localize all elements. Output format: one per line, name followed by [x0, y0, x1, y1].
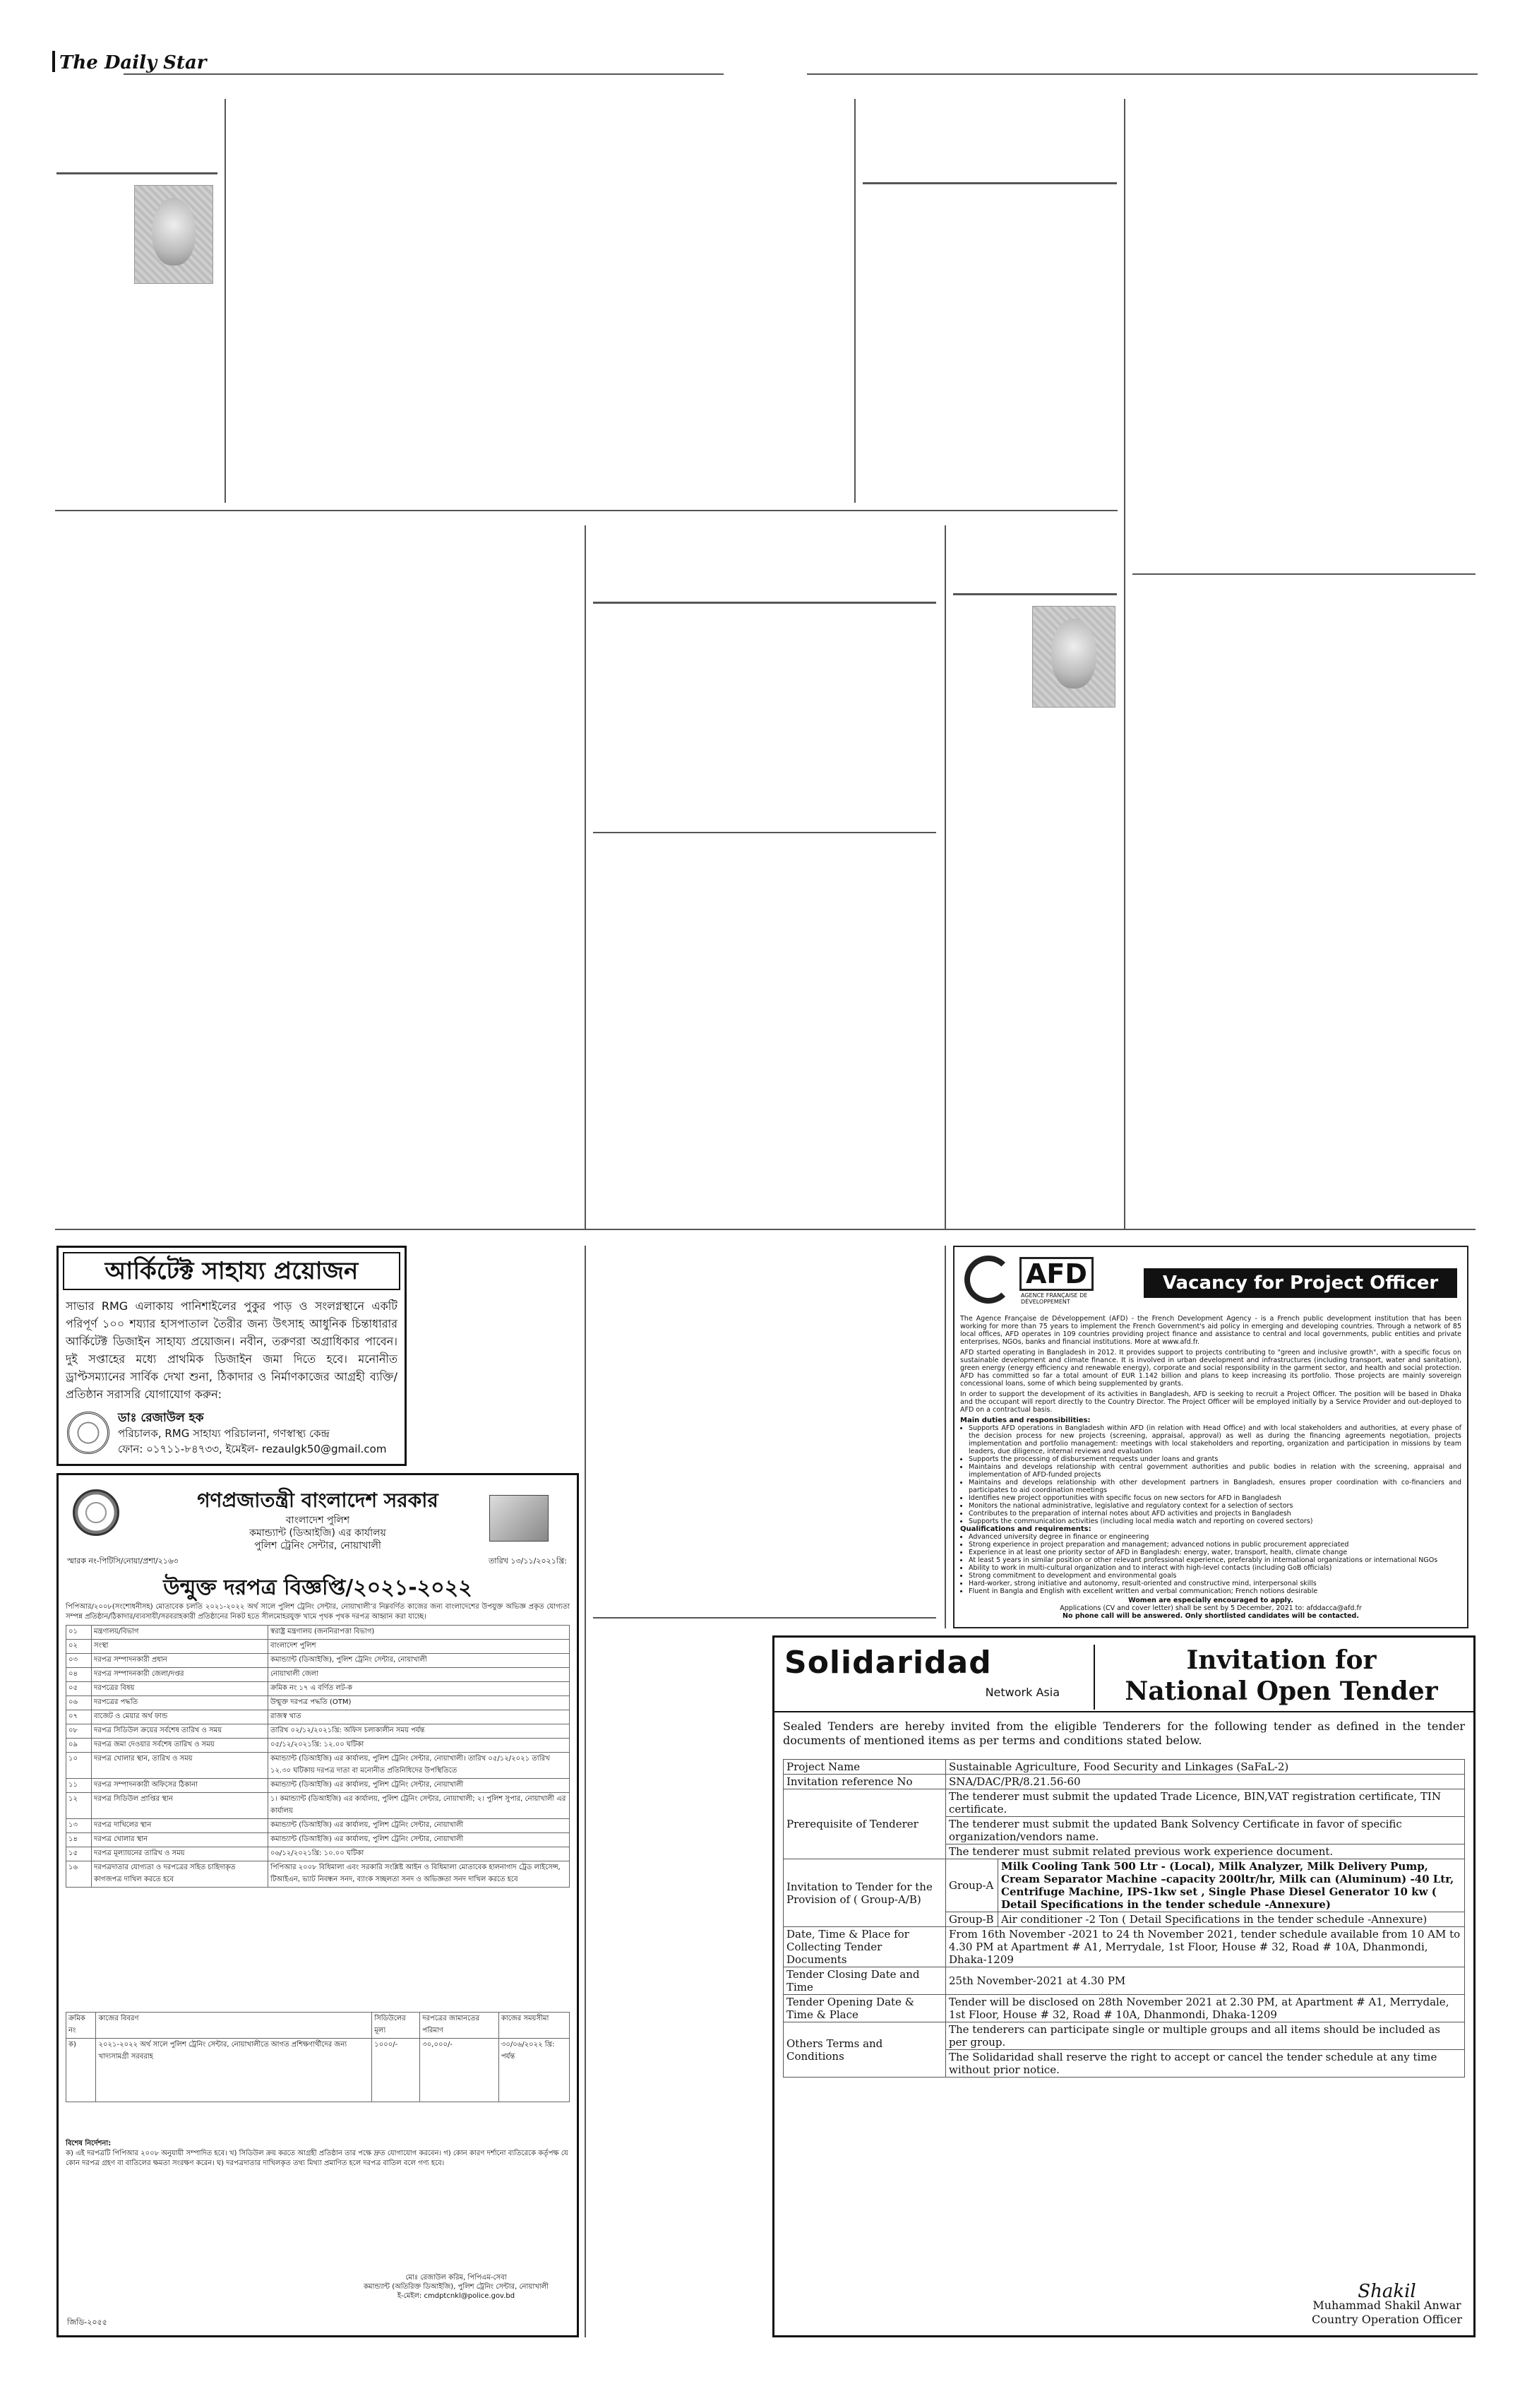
group-b-label: Group-B	[946, 1912, 998, 1927]
section-rule	[953, 593, 1117, 595]
solidaridad-tender-ad	[772, 1635, 1476, 2337]
closing-value: 25th November-2021 at 4.30 PM	[946, 1967, 1465, 1995]
lot-cell: ১০০০/-	[372, 2039, 420, 2102]
police-tender-notice	[56, 1473, 579, 2337]
tender-cell: ১২	[66, 1793, 92, 1819]
collect-label: Date, Time & Place for Collecting Tender Documents	[784, 1927, 946, 1967]
section-rule	[55, 510, 1118, 511]
section-rule	[1132, 573, 1476, 575]
notice-intro: পিপিআর/২০০৮(সংশোধনীসহ) মোতাবেক চলতি ২০২১-২০২২ অর্থ সালে পুলিশ ট্রেনিং সেন্টার, নোয়াখালী’র নিম্নবর্ণিত কাজের জন্য বাংলাদেশের উপযুক্ত অভিজ্ঞ প্রকৃত যোগ্যতা সম্পন্ন প্রতিষ্ঠান/ঠিকাদার/ব্যবসায়ী/সরবরাহকারী প্রতিষ্ঠানের নিকট হতে সীলমোহরযুক্ত খামে পৃথক পৃথক দরপত্র আহ্বান করা যাচ্ছে।	[66, 1603, 570, 1621]
tender-cell: ০৮	[66, 1724, 92, 1739]
afd-paragraph: The Agence Française de Développement (AFD) - the French Development Agency - is a French public development institution that has been working for more than 75 years to implement the French Government's aid policy in emerging and developing countries. Through a network of 85 local offices, AFD operates in 109 countries providing project finance and assistance to central and local governments, public entities and private enterprises, NGOs, banks and financial institutions. More at www.afd.fr.	[960, 1315, 1461, 1346]
section-rule	[593, 1617, 936, 1619]
column-rule	[945, 525, 946, 1229]
org-line: পুলিশ ট্রেনিং সেন্টার, নোয়াখালী	[254, 1540, 381, 1551]
tender-row	[66, 1668, 570, 1682]
tender-cell: ০৩	[66, 1654, 92, 1668]
tender-cell: তারিখ ০২/১২/২০২১খ্রি: অফিস চলাকালীন সময় পর্যন্ত	[268, 1724, 570, 1739]
tender-cell: কমান্ড্যান্ট (ডিআইজি) এর কার্যালয়, পুলিশ ট্রেনিং সেন্টার, নোয়াখালী	[268, 1819, 570, 1833]
tender-row	[66, 1861, 570, 1888]
column-rule	[854, 99, 856, 503]
tender-cell: দরপত্র খোলার স্থান	[92, 1833, 268, 1847]
tender-cell: ১০	[66, 1753, 92, 1779]
duty-item: • Maintains and develops relationship with other development partners in Bangladesh, ensures proper coordination with co-financiers and participates to aid coordination meetings	[969, 1479, 1461, 1494]
qualification-item: • Fluent in Bangla and English with excellent written and verbal communication; French notions desirable	[969, 1587, 1461, 1595]
section-rule	[593, 602, 936, 604]
tender-heading-line: National Open Tender	[1125, 1676, 1438, 1706]
prereq-cell	[946, 1789, 1465, 1859]
lot-header-cell: কাজের সময়সীমা	[498, 2013, 569, 2039]
no-call-note: No phone call will be answered. Only shortlisted candidates will be contacted.	[1063, 1612, 1359, 1620]
columnist-photo	[134, 185, 213, 284]
duty-item: • Supports AFD operations in Bangladesh within AFD (in relation with Head Office) and with local stakeholders and authorities, at every phase of the decision process for new projects (screening, appraisal, approval) as well as during the financing agreements negotiation, projects implementation and portfolio management: meetings with local stakeholders and reporting, organization and participation in missions by team leaders, due diligence, internal reviews and evaluation	[969, 1424, 1461, 1455]
government-title: গণপ্রজাতন্ত্রী বাংলাদেশ সরকার	[197, 1489, 438, 1512]
quals-title: Qualifications and requirements:	[960, 1525, 1091, 1533]
signer-role: Country Operation Officer	[1312, 2313, 1462, 2326]
tender-cell: বাংলাদেশ পুলিশ	[268, 1640, 570, 1654]
tender-cell: ০৭	[66, 1710, 92, 1724]
section-rule	[55, 1229, 1476, 1230]
section-rule	[593, 832, 936, 833]
columnist-photo	[1032, 606, 1115, 708]
tender-table	[783, 1759, 1465, 2078]
tender-cell: রাজস্ব খাত	[268, 1710, 570, 1724]
afd-text	[960, 1315, 1461, 1620]
tender-cell: বাজেট ও মেয়ার অর্থ ফান্ড	[92, 1710, 268, 1724]
signer-email[interactable]: ই-মেইল: cmdptcnkl@police.gov.bd	[397, 2292, 515, 2300]
others-label: Others Terms and Conditions	[784, 2022, 946, 2078]
signer-name: Muhammad Shakil Anwar	[1312, 2299, 1461, 2312]
tender-cell: ১৪	[66, 1833, 92, 1847]
tender-cell: ০২	[66, 1640, 92, 1654]
prereq-item: The tenderer must submit the updated Trade Licence, BIN,VAT registration certificate, TIN certificate.	[946, 1789, 1464, 1817]
notes-title: বিশেষ নির্দেশনা:	[66, 2140, 112, 2147]
tender-cell: দরপত্রের বিষয়	[92, 1682, 268, 1696]
tender-cell: মন্ত্রণালয়/বিভাগ	[92, 1626, 268, 1640]
signature-block	[364, 2273, 549, 2301]
column-rule	[585, 1246, 586, 2337]
tender-cell: স্বরাষ্ট্র মন্ত্রণালয় (জননিরাপত্তা বিভাগ)	[268, 1626, 570, 1640]
tender-row	[66, 1779, 570, 1793]
contact-phone: ফোন: ০১৭১১-৮৪৭৩৩, ইমেইল- rezaulgk50@gmail.com	[118, 1443, 387, 1455]
tender-cell: পিপিআর ২০০৮ বিধিমালা এবং সরকারি সংশ্লিষ্ট আইন ও বিধিমালা মোতাবেক হালনাগাদ ট্রেড লাইসেন্স, টিআইএন, ভ্যাট নিবন্ধন সনদ, ব্যাংক সচ্ছলতা সনদ ও অভিজ্ঞতা সনদ দাখিল করতে হবে	[268, 1861, 570, 1888]
group-b-items: Air conditioner -2 Ton ( Detail Specifications in the tender schedule -Annexure)	[998, 1912, 1465, 1927]
tender-cell: ক্রমিক নং ১৭ এ বর্ণিত লট-ক	[268, 1682, 570, 1696]
afd-ring-icon	[964, 1256, 1012, 1304]
tender-row	[66, 1626, 570, 1640]
tender-cell: দরপত্র জমা দেওয়ার সর্বশেষ তারিখ ও সময়	[92, 1739, 268, 1753]
notice-date: তারিখ ১৩/১১/২০২১খ্রি:	[489, 1556, 567, 1566]
tender-cell: ০৫/১২/২০২১খ্রি: ১২.০০ ঘটিকা	[268, 1739, 570, 1753]
duties-list	[960, 1424, 1461, 1525]
tender-row	[66, 1753, 570, 1779]
tender-row	[66, 1847, 570, 1861]
tender-cell: ০৫	[66, 1682, 92, 1696]
tender-cell: নোয়াখালী জেলা	[268, 1668, 570, 1682]
tender-row	[66, 1793, 570, 1819]
lot-cell: ২০২১-২০২২ অর্থ সালে পুলিশ ট্রেনিং সেন্টার, নোয়াখালীতে আগত প্রশিক্ষণার্থীদের জন্য খাদ্যসামগ্রী সরবরাহ	[96, 2039, 372, 2102]
tender-cell: দরপত্র দাখিলের স্থান	[92, 1819, 268, 1833]
group-a-label: Group-A	[946, 1859, 998, 1912]
afd-brand: AFD	[1019, 1257, 1094, 1291]
column-rule	[225, 99, 226, 503]
architect-ad	[56, 1246, 407, 1466]
tender-row	[66, 1640, 570, 1654]
tender-cell: ১১	[66, 1779, 92, 1793]
duty-item: • Identifies new project opportunities with specific focus on new sectors for AFD in Bangladesh	[969, 1494, 1461, 1502]
tender-cell: দরপত্রদাতার যোগ্যতা ও দরপত্রের সহিত চাহিদাকৃত কাগজপত্র দাখিল করতে হবে	[92, 1861, 268, 1888]
closing-label: Tender Closing Date and Time	[784, 1967, 946, 1995]
signer-role: কমান্ড্যান্ট (অতিরিক্ত ডিআইজি), পুলিশ ট্রেনিং সেন্টার, নোয়াখালী	[363, 2283, 549, 2291]
tender-cell: ১। কমান্ড্যান্ট (ডিআইজি) এর কার্যালয়, পুলিশ ট্রেনিং সেন্টার, নোয়াখালী; ২। পুলিশ সুপার, নোয়াখালী এর কার্যালয়	[268, 1793, 570, 1819]
tender-cell: কমান্ড্যান্ট (ডিআইজি) এর কার্যালয়, পুলিশ ট্রেনিং সেন্টার, নোয়াখালী	[268, 1833, 570, 1847]
solidaridad-brand: Solidaridad	[784, 1645, 992, 1681]
section-rule	[56, 172, 217, 174]
signature-scribble: Shakil	[1358, 2281, 1416, 2302]
duty-item: • Supports the communication activities (including local media watch and reporting on covered sectors)	[969, 1518, 1461, 1525]
tender-cell: ০৬	[66, 1696, 92, 1710]
qualification-item: • At least 5 years in similar position or other relevant professional experience, preferably in international organizations or international NGOs	[969, 1556, 1461, 1564]
tender-cell: ১৫	[66, 1847, 92, 1861]
qualification-item: • Advanced university degree in finance or engineering	[969, 1533, 1461, 1541]
tender-row	[66, 1654, 570, 1668]
lot-header-cell: দরপত্রের জামানতের পরিমাণ	[420, 2013, 499, 2039]
top-rule-left	[124, 73, 724, 75]
tender-row	[66, 1739, 570, 1753]
architect-ad-title: আর্কিটেক্ট সাহায্য প্রয়োজন	[63, 1252, 400, 1290]
others-item: The Solidaridad shall reserve the right to accept or cancel the tender schedule at any time without prior notice.	[949, 2051, 1437, 2076]
tender-cell: দরপত্র খোলার স্থান, তারিখ ও সময়	[92, 1753, 268, 1779]
tender-cell: দরপত্র মূল্যায়নের তারিখ ও সময়	[92, 1847, 268, 1861]
tender-row	[66, 1833, 570, 1847]
others-item: The tenderers can participate single or multiple groups and all items should be included as per group.	[946, 2022, 1464, 2050]
vacancy-heading: Vacancy for Project Officer	[1144, 1268, 1457, 1298]
tender-cell: দরপত্র সিডিউল প্রাপ্তির স্থান	[92, 1793, 268, 1819]
provision-label: Invitation to Tender for the Provision of ( Group-A/B)	[784, 1859, 946, 1927]
afd-paragraph: In order to support the development of its activities in Bangladesh, AFD is seeking to recruit a Project Officer. The position will be based in Dhaka and the occupant will report directly to the Country Director. The Project Officer will be employed initially by a Service Provider and out-deployed to AFD on a contractual basis.	[960, 1390, 1461, 1414]
duties-title: Main duties and responsibilities:	[960, 1417, 1091, 1424]
group-a-items: Milk Cooling Tank 500 Ltr - (Local), Milk Analyzer, Milk Delivery Pump, Cream Separator Machine –capacity 200ltr/hr, Milk can (Aluminum) -40 Ltr, Centrifuge Machine, IPS-1kw set , Single Phase Diesel Generator 10 kw ( Detail Specifications in the tender schedule -Annexure)	[998, 1859, 1465, 1912]
tender-row	[66, 1819, 570, 1833]
tender-cell: ০৬/১২/২০২১খ্রি: ১০.০০ ঘটিকা	[268, 1847, 570, 1861]
afd-vacancy-ad	[953, 1246, 1468, 1628]
lot-cell: ক)	[66, 2039, 96, 2102]
project-name-label: Project Name	[784, 1760, 946, 1775]
tender-cell: কমান্ড্যান্ট (ডিআইজি) এর কার্যালয়, পুলিশ ট্রেনিং সেন্টার, নোয়াখালী	[268, 1779, 570, 1793]
qualification-item: • Strong commitment to development and environmental goals	[969, 1572, 1461, 1580]
tender-cell: ০৯	[66, 1739, 92, 1753]
quals-list	[960, 1533, 1461, 1595]
collect-value: From 16th November -2021 to 24 th November 2021, tender schedule available from 10 AM to 4.30 PM at Apartment # A1, Merrydale, 1st Floor, House # 32, Road # 10A, Dhanmondi, Dhaka-1209	[946, 1927, 1465, 1967]
memo-number: স্মারক নং-পিটিসি/নোয়া/প্রশা/২১৬৩	[67, 1556, 179, 1566]
lot-header-cell: কাজের বিবরণ	[96, 2013, 372, 2039]
tender-row	[66, 1724, 570, 1739]
solidaridad-logo	[784, 1645, 1074, 1708]
opening-value: Tender will be disclosed on 28th November 2021 at 2.30 PM, at Apartment # A1, Merrydale, 1st Floor, House # 32, Road # 10A, Dhanmondi, Dhaka-1209	[946, 1995, 1465, 2022]
afd-paragraph: AFD started operating in Bangladesh in 2012. It provides support to projects contributing to "green and inclusive growth", with a specific focus on sustainable development and climate finance. It is involved in urban development and infrastructures (including transport, water and sanitation), green energy (energy efficiency and renewable energy), corporate and social responsibility in the garment sector, and health and social protection. AFD has committed so far a total amount of EUR 1.142 billion and plans to keep increasing its portfolio. Those projects are mainly sovereign concessional loans, some of which being supplemented by grants.	[960, 1349, 1461, 1388]
tender-cell: দরপত্রের পদ্ধতি	[92, 1696, 268, 1710]
tender-row	[66, 1696, 570, 1710]
tender-cell: ১৩	[66, 1819, 92, 1833]
apply-note: Applications (CV and cover letter) shall be sent by 5 December, 2021 to: afddacca@afd.fr	[1060, 1604, 1362, 1612]
tender-intro: Sealed Tenders are hereby invited from the eligible Tenderers for the following tender as defined in the tender documents of mentioned items as per terms and conditions stated below.	[783, 1719, 1465, 1747]
ref-label: Invitation reference No	[784, 1775, 946, 1789]
qualification-item: • Hard-worker, strong initiative and autonomy, result-oriented and constructive mind, interpersonal skills	[969, 1580, 1461, 1587]
architect-ad-contact	[118, 1410, 386, 1457]
tender-row	[66, 1710, 570, 1724]
solidaridad-signature	[1312, 2281, 1462, 2327]
ref-value: SNA/DAC/PR/8.21.56-60	[946, 1775, 1465, 1789]
lot-header-cell: সিডিউলের মূল্য	[372, 2013, 420, 2039]
column-rule	[585, 525, 586, 1229]
section-rule	[863, 182, 1117, 184]
lot-cell: ৩০,০০০/-	[420, 2039, 499, 2102]
tender-cell: কমান্ড্যান্ট (ডিআইজি) এর কার্যালয়, পুলিশ ট্রেনিং সেন্টার, নোয়াখালী। তারিখ ০৫/১২/২০২১ তারিখ ১২.৩০ ঘটিকায় দরপত্র দাতা বা মনোনীত প্রতিনিধিদের উপস্থিতিতে	[268, 1753, 570, 1779]
masthead-logo: The Daily Star	[59, 52, 207, 73]
tender-cell: দরপত্র সম্পাদনকারী প্রধান	[92, 1654, 268, 1668]
tender-cell: উন্মুক্ত দরপত্র পদ্ধতি (OTM)	[268, 1696, 570, 1710]
architect-ad-body: সাভার RMG এলাকায় পানিশাইলের পুকুর পাড় ও সংলগ্নস্থানে একটি পরিপূর্ণ ১০০ শয্যার হাসপাতাল তৈরীর জন্য উৎসাহ আধুনিক চিন্তাধারার আর্কিটেক্ট ডিজাইন সাহায্য প্রয়োজন। নবীন, তরুণরা অগ্রাধিকার পাবেন। দুই সপ্তাহের মধ্যে প্রাথমিক ডিজাইন জমা দিতে হবে। মনোনীত ড্রাপ্টসম্যানের সার্বিক দেখা শুনা, ঠিকাদার ও নির্মাণকাজের আগ্রহী ব্যক্তি/ প্রতিষ্ঠান সরাসরি যোগাযোগ করুন:	[66, 1299, 397, 1401]
tender-cell: কমান্ড্যান্ট (ডিআইজি), পুলিশ ট্রেনিং সেন্টার, নোয়াখালী	[268, 1654, 570, 1668]
qualification-item: • Experience in at least one priority sector of AFD in Bangladesh: energy, water, transport, health, climate change	[969, 1549, 1461, 1556]
special-instructions	[66, 2139, 570, 2169]
duty-item: • Maintains and develops relationship with central government authorities and public bodies in relation with the screening, appraisal and implementation of AFD-funded projects	[969, 1463, 1461, 1479]
contact-role: পরিচালক, RMG সাহায্য পরিচালনা, গণস্বাস্থ্য কেন্দ্র	[118, 1427, 330, 1440]
women-note: Women are especially encouraged to apply.	[1128, 1597, 1293, 1604]
column-rule	[1124, 99, 1125, 1229]
top-rule-right	[807, 73, 1478, 75]
solidaridad-brand-sub: Network Asia	[985, 1686, 1060, 1699]
lot-cell: ৩০/০৬/২০২২ খ্রি: পর্যন্ত	[498, 2039, 569, 2102]
opening-label: Tender Opening Date & Time & Place	[784, 1995, 946, 2022]
duty-item: • Contributes to the preparation of internal notes about AFD activities and projects in Bangladesh	[969, 1510, 1461, 1518]
qualification-item: • Strong experience in project preparation and management; advanced notions in public procurement appreciated	[969, 1541, 1461, 1549]
qualification-item: • Ability to work in multi-cultural organization and to interact with high-level contacts (including GoB officials)	[969, 1564, 1461, 1572]
prereq-item: The tenderer must submit the updated Bank Solvency Certificate in favor of specific organization/vendors name.	[946, 1817, 1464, 1844]
org-line: বাংলাদেশ পুলিশ	[285, 1515, 350, 1526]
notes-body: ক) এই দরপত্রটি পিপিআর ২০০৮ অনুযায়ী সম্পাদিত হবে। খ) সিডিউল ক্রয় করতে আগ্রহী প্রতিষ্ঠান তার পক্ষে দ্রুত যোগাযোগ করবেন। গ) কোন কারণ দর্শানো ব্যতিরেকে কর্তৃপক্ষ যে কোন দরপত্র গ্রহণ বা বাতিলের ক্ষমতা সংরক্ষণ করেন। ঘ) দরপত্রদাতার দাখিলকৃত তথ্য মিথ্যা প্রমাণিত হলে দরপত্র বাতিল বলে গণ্য হবে।	[66, 2150, 568, 2167]
tender-cell: ১৬	[66, 1861, 92, 1888]
notice-title: উন্মুক্ত দরপত্র বিজ্ঞপ্তি/২০২১-২০২২	[163, 1575, 472, 1600]
masthead-bar	[52, 51, 55, 72]
lot-header-cell: ক্রমিক নং	[66, 2013, 96, 2039]
org-line: কমান্ড্যান্ট (ডিআইজি) এর কার্যালয়	[249, 1527, 386, 1539]
tender-details-table	[66, 1625, 570, 1888]
notice-code: জিডি-২০৫৫	[67, 2318, 107, 2327]
prereq-item: The tenderer must submit related previous work experience document.	[949, 1845, 1334, 1858]
tender-cell: দরপত্র সিডিউল ক্রয়ের সর্বশেষ তারিখ ও সময়	[92, 1724, 268, 1739]
tender-heading-line: Invitation for	[1186, 1645, 1377, 1675]
tender-cell: দরপত্র সম্পাদনকারী অফিসের ঠিকানা	[92, 1779, 268, 1793]
others-cell	[946, 2022, 1465, 2078]
seal-icon	[67, 1412, 109, 1454]
tender-heading	[1094, 1645, 1468, 1710]
prereq-label: Prerequisite of Tenderer	[784, 1789, 946, 1859]
heading-rule	[774, 1711, 1473, 1712]
afd-logo	[960, 1251, 1114, 1308]
tender-row	[66, 1682, 570, 1696]
column-rule	[945, 1246, 946, 1628]
afd-brand-sub: AGENCE FRANÇAISE DE DÉVELOPPEMENT	[1021, 1292, 1088, 1305]
tender-cell: সংস্থা	[92, 1640, 268, 1654]
tender-cell: ০১	[66, 1626, 92, 1640]
signer-name: মোঃ রেজাউল করিম, পিপিএম-সেবা	[405, 2274, 507, 2282]
duty-item: • Monitors the national administrative, legislative and regulatory context for a selection of sectors	[969, 1502, 1461, 1510]
project-name: Sustainable Agriculture, Food Security and Linkages (SaFaL-2)	[946, 1760, 1465, 1775]
duty-item: • Supports the processing of disbursement requests under loans and grants	[969, 1455, 1461, 1463]
tender-cell: দরপত্র সম্পাদনকারী জেলা/দপ্তর	[92, 1668, 268, 1682]
lot-table	[66, 2012, 570, 2102]
contact-name: ডাঃ রেজাউল হক	[118, 1411, 204, 1425]
tender-cell: ০৪	[66, 1668, 92, 1682]
